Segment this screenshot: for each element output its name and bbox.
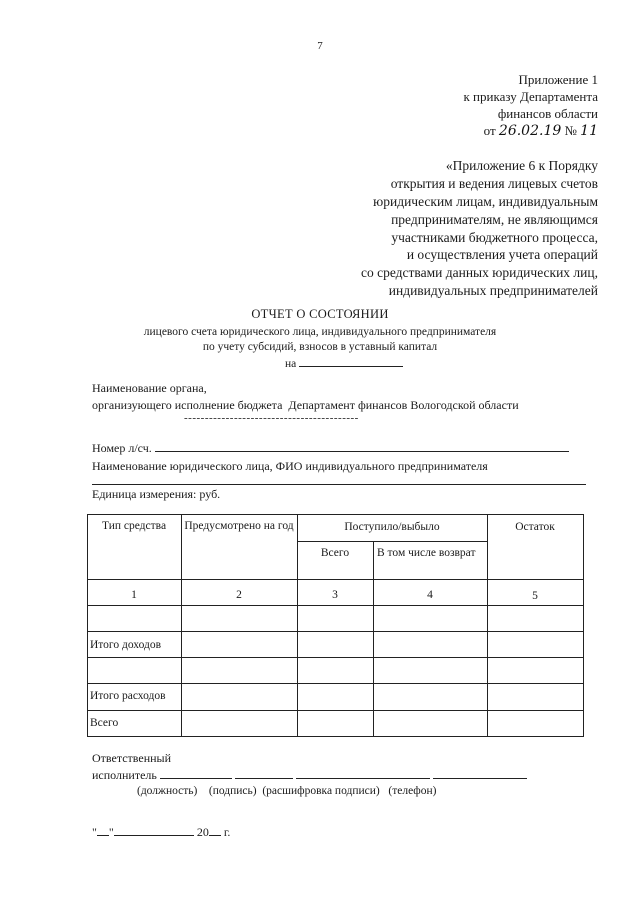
report-date-prefix: на: [285, 358, 297, 370]
account-number-blank[interactable]: [155, 441, 569, 452]
unit-label: Единица измерения: руб.: [92, 487, 221, 501]
header-type: Тип средства: [101, 520, 167, 532]
table-line: [87, 683, 584, 684]
column-number: 4: [427, 589, 433, 601]
signature-label-1: Ответственный: [92, 751, 172, 765]
column-number: 5: [532, 590, 538, 602]
table-line: [87, 710, 584, 711]
report-date-blank[interactable]: [299, 355, 403, 367]
table-border-left: [87, 514, 88, 737]
account-line: [92, 441, 569, 456]
footer-date-line: [92, 825, 230, 840]
report-subtitle-1: лицевого счета юридического лица, индивидуального предпринимателя: [143, 326, 497, 338]
report-title: ОТЧЕТ О СОСТОЯНИИ: [251, 307, 389, 321]
footer-year-suffix: г.: [223, 825, 231, 839]
column-number: 2: [236, 589, 242, 601]
appendix6-line: со средствами данных юридических лиц,: [360, 265, 598, 280]
table-row-label: Всего: [90, 717, 119, 729]
month-blank[interactable]: [114, 826, 194, 836]
table-col-line: [181, 514, 182, 737]
header-including-return: В том числе возврат: [377, 547, 476, 559]
table-border-right: [583, 514, 584, 737]
signature-label-2: исполнитель: [92, 768, 157, 782]
report-date-line: [285, 355, 403, 370]
position-blank[interactable]: [160, 768, 232, 779]
signature-blank[interactable]: [235, 768, 293, 779]
organ-label-2: организующего исполнение бюджета: [92, 398, 283, 412]
year-blank[interactable]: [209, 826, 221, 836]
signature-captions: (должность) (подпись) (расшифровка подписи) (телефон): [137, 785, 437, 797]
order-number-label: №: [564, 123, 577, 138]
table-row-label: Итого расходов: [90, 690, 166, 702]
column-number: 3: [332, 589, 338, 601]
table-line: [87, 605, 584, 606]
report-subtitle-2: по учету субсидий, взносов в уставный капитал: [202, 341, 438, 353]
table-border-bottom: [87, 736, 584, 737]
appendix-title: Приложение 1: [518, 72, 598, 87]
organ-underline-dashes: ------------------------------------------: [184, 412, 359, 424]
appendix-line-2: к приказу Департамента: [463, 89, 598, 104]
order-date-handwritten: 26.02.19: [498, 123, 562, 139]
phone-blank[interactable]: [433, 768, 527, 779]
appendix6-line: открытия и ведения лицевых счетов: [390, 176, 598, 191]
header-balance: Остаток: [515, 521, 555, 533]
appendix6-line: предпринимателям, не являющимся: [391, 212, 598, 227]
table-col-line: [487, 514, 488, 737]
table-col-line: [373, 541, 374, 737]
order-number-handwritten: 11: [580, 123, 598, 139]
appendix6-line: «Приложение 6 к Порядку: [445, 158, 598, 173]
footer-quote-open: ": [92, 825, 97, 839]
entity-label: Наименование юридического лица, ФИО индивидуального предпринимателя: [92, 459, 488, 473]
day-blank[interactable]: [97, 826, 109, 836]
table-line: [87, 579, 584, 580]
appendix6-line: и осуществления учета операций: [406, 247, 598, 262]
order-reference: [484, 122, 598, 140]
table-row-label: Итого доходов: [90, 639, 162, 651]
column-number: 1: [131, 589, 137, 601]
footer-year-prefix: 20: [196, 825, 209, 839]
page-number: 7: [317, 40, 323, 52]
account-label: Номер л/сч.: [92, 441, 152, 455]
entity-name-blank[interactable]: [92, 484, 586, 485]
table-border-top: [87, 514, 584, 515]
appendix6-line: индивидуальных предпринимателей: [388, 283, 598, 298]
appendix-line-3: финансов области: [497, 106, 598, 121]
order-prefix: от: [483, 123, 496, 138]
organ-line: [92, 398, 519, 413]
table-line: [87, 657, 584, 658]
organ-value: Департамент финансов Вологодской области: [288, 398, 519, 412]
header-total: Всего: [320, 547, 350, 559]
header-planned: Предусмотрено на год: [184, 520, 294, 532]
report-table: [87, 514, 584, 737]
table-line: [87, 631, 584, 632]
table-line-subheader: [297, 541, 487, 542]
organ-label-1: Наименование органа,: [92, 381, 207, 395]
header-flow: Поступило/выбыло: [344, 521, 440, 533]
signature-line: [92, 768, 527, 783]
appendix6-line: юридическим лицам, индивидуальным: [373, 194, 598, 209]
appendix6-line: участниками бюджетного процесса,: [391, 230, 598, 245]
signature-decoding-blank[interactable]: [296, 768, 430, 779]
footer-quote-close: ": [108, 825, 114, 839]
